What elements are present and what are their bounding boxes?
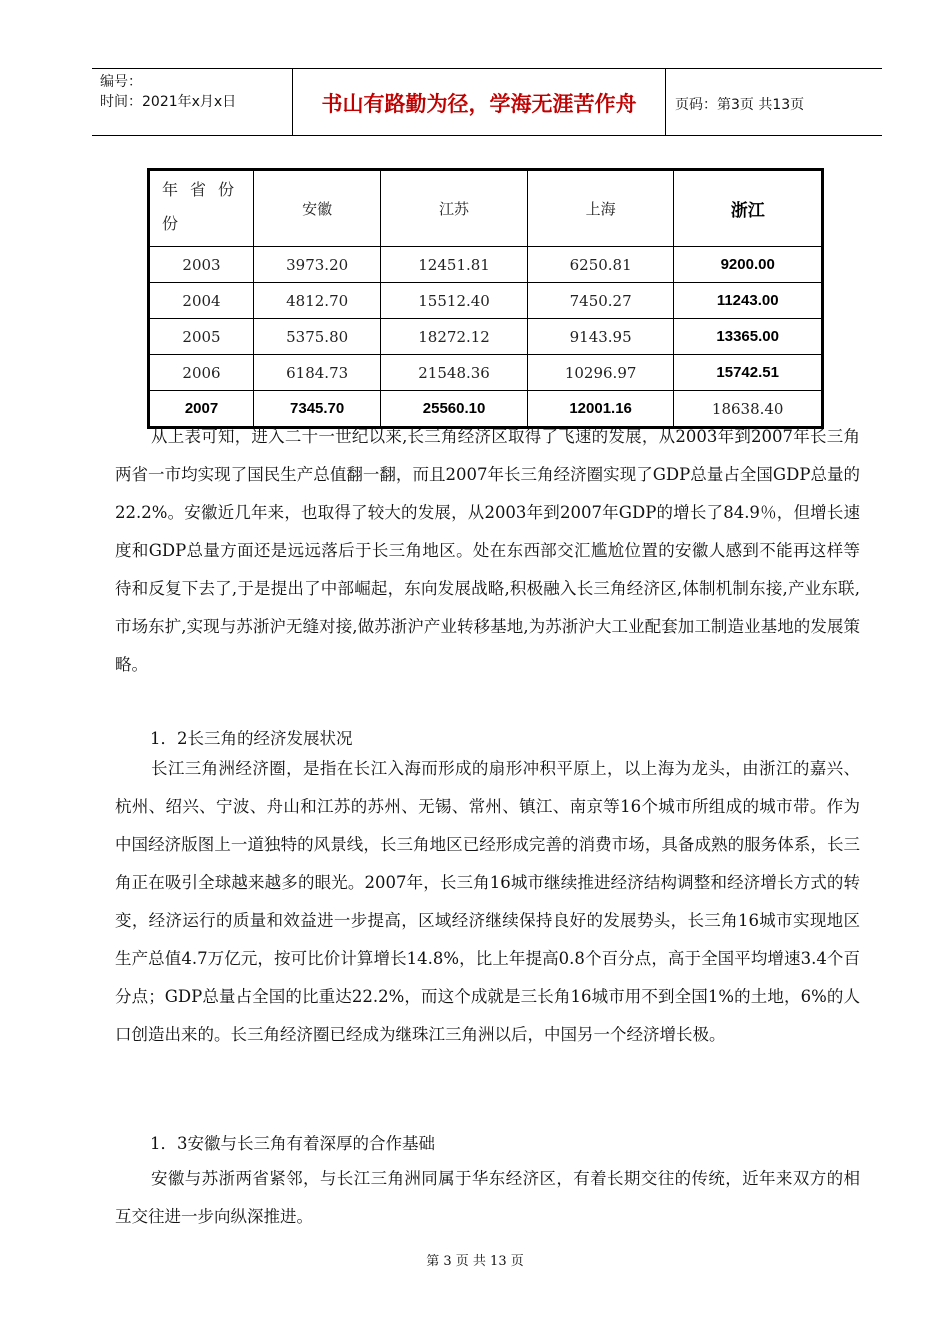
header-motto: 书山有路勤为径，学海无涯苦作舟 [321,92,637,116]
header-bottom-rule [92,135,882,136]
table-row [149,355,823,391]
value-cell: 6184.73 [254,355,381,391]
column-header-shanghai: 上海 [527,170,674,247]
column-header-anhui: 安徽 [254,170,381,247]
paragraph-text: 长江三角洲经济圈，是指在长江入海而形成的扇形冲积平原上，以上海为龙头，由浙江的嘉兴、杭州、绍兴、宁波、舟山和江苏的苏州、无锡、常州、镇江、南京等16个城市所组成的城市带。作为中国经济版图上一道独特的风景线，长三角地区已经形成完善的消费市场，具备成熟的服务体系，长三角正在吸引全球越来越多的眼光。2007年，长三角16城市继续推进经济结构调整和经济增长方式的转变，经济运行的质量和效益进一步提高，区域经济继续保持良好的发展势头，长三角16城市实现地区生产总值4.7万亿元，按可比价计算增长14.8%，比上年提高0.8个百分点，高于全国平均增速3.4个百分点；GDP总量占全国的比重达22.2%，而这个成就是三长角16城市用不到全国1%的土地，6%的人口创造出来的。长三角经济圈已经成为继珠江三角洲以后，中国另一个经济增长极。 [115,759,860,1044]
value-cell: 12001.16 [527,391,674,428]
value-cell: 12451.81 [381,247,528,283]
header-page-label: 页码：第3页 共13页 [675,97,805,113]
header-meta [100,72,236,112]
section-heading-1-2: 1．2长三角的经济发展状况 [150,729,353,748]
value-cell: 9200.00 [674,247,823,283]
corner-top-label: 年省份 [162,180,247,199]
time-label: 时间：2021年x月x日 [100,94,237,110]
header-top-rule [92,68,882,69]
gdp-table [147,168,824,429]
value-cell: 9143.95 [527,319,674,355]
paragraph-text: 从上表可知，进入二十一世纪以来,长三角经济区取得了飞速的发展，从2003年到2007年长三角两省一市均实现了国民生产总值翻一翻，而且2007年长三角经济圈实现了GDP总量占全国GDP总量的22.2%。安徽近几年来，也取得了较大的发展，从2003年到2007年GDP的增长了84.9％，但增长速度和GDP总量方面还是远远落后于长三角地区。处在东西部交汇尴尬位置的安徽人感到不能再这样等待和反复下去了,于是提出了中部崛起，东向发展战略,积极融入长三角经济区,体制机制东接,产业东联,市场东扩,实现与苏浙沪无缝对接,做苏浙沪产业转移基地,为苏浙沪大工业配套加工制造业基地的发展策略。 [115,427,860,674]
table-row [149,283,823,319]
value-cell: 7345.70 [254,391,381,428]
value-cell: 6250.81 [527,247,674,283]
section-heading-1-3: 1．3安徽与长三角有着深厚的合作基础 [150,1134,435,1153]
year-cell: 2005 [149,319,254,355]
value-cell: 13365.00 [674,319,823,355]
year-cell: 2003 [149,247,254,283]
value-cell: 18272.12 [381,319,528,355]
body-paragraph-3 [115,1160,860,1236]
year-cell: 2007 [149,391,254,428]
value-cell: 21548.36 [381,355,528,391]
value-cell: 18638.40 [674,391,823,428]
page-footer: 第 3 页 共 13 页 [426,1254,524,1269]
value-cell: 10296.97 [527,355,674,391]
value-cell: 15512.40 [381,283,528,319]
column-header-jiangsu: 江苏 [381,170,528,247]
corner-bottom-label: 份 [162,214,179,233]
value-cell: 15742.51 [674,355,823,391]
table-corner-cell [149,170,254,247]
table-header-row [149,170,823,247]
year-cell: 2006 [149,355,254,391]
value-cell: 4812.70 [254,283,381,319]
value-cell: 11243.00 [674,283,823,319]
table-row [149,319,823,355]
body-paragraph-2 [115,750,860,1054]
header-divider [665,68,666,135]
value-cell: 5375.80 [254,319,381,355]
value-cell: 3973.20 [254,247,381,283]
table-row [149,247,823,283]
body-paragraph-1 [115,418,860,684]
number-label: 编号： [100,74,142,90]
column-header-zhejiang: 浙江 [674,170,823,247]
paragraph-text: 安徽与苏浙两省紧邻，与长江三角洲同属于华东经济区，有着长期交往的传统，近年来双方的相互交往进一步向纵深推进。 [115,1169,860,1226]
year-cell: 2004 [149,283,254,319]
value-cell: 7450.27 [527,283,674,319]
value-cell: 25560.10 [381,391,528,428]
